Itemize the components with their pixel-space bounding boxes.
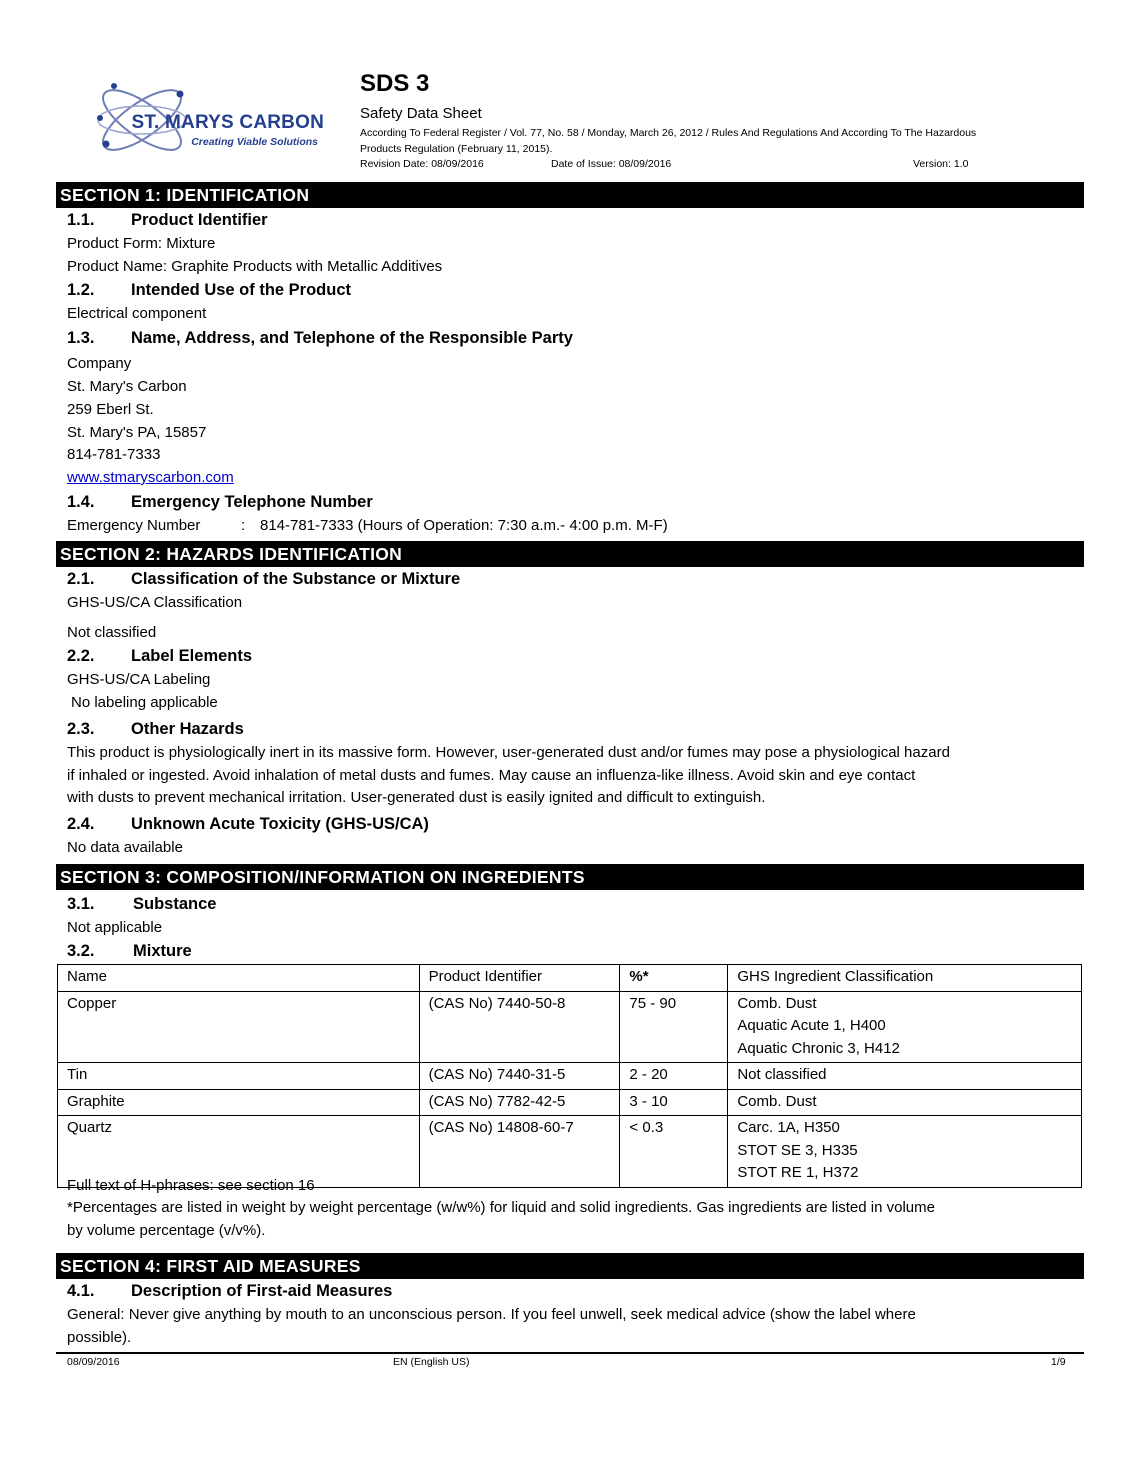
subsection-number: 2.3. bbox=[67, 720, 95, 738]
version: Version: 1.0 bbox=[913, 158, 969, 170]
subsection-number: 3.2. bbox=[67, 942, 95, 960]
company-label: Company bbox=[67, 355, 132, 372]
subsection-2-1 bbox=[67, 570, 460, 589]
subsection-title: Intended Use of the Product bbox=[131, 281, 352, 299]
subsection-number: 1.1. bbox=[67, 211, 95, 229]
subsection-3-2 bbox=[67, 942, 192, 961]
footer-date: 08/09/2016 bbox=[67, 1356, 120, 1368]
emergency-label: Emergency Number bbox=[67, 517, 201, 534]
percent-note-line-2: by volume percentage (v/v%). bbox=[67, 1221, 266, 1239]
table-row bbox=[58, 1089, 1082, 1116]
column-header-percent: %* bbox=[620, 965, 728, 992]
regulation-text bbox=[360, 126, 1070, 157]
subsection-title: Classification of the Substance or Mixture bbox=[131, 570, 461, 588]
product-name bbox=[67, 258, 442, 275]
ingredient-identifier: (CAS No) 7782-42-5 bbox=[419, 1089, 620, 1116]
ingredient-classification bbox=[728, 1116, 1082, 1188]
other-hazards-text bbox=[67, 742, 1082, 810]
table-header-row bbox=[58, 965, 1082, 992]
ingredient-percent: 2 - 20 bbox=[620, 1063, 728, 1090]
other-hazards-line-1: This product is physiologically inert in its massive form. However, user-generated dust and/or fumes may pose a physiological hazard bbox=[67, 744, 950, 761]
footer-language: EN (English US) bbox=[393, 1356, 470, 1368]
subsection-2-2 bbox=[67, 647, 252, 666]
table-row bbox=[58, 1063, 1082, 1090]
section-3-header: SECTION 3: COMPOSITION/INFORMATION ON INGREDIENTS bbox=[56, 864, 1084, 890]
subsection-number: 4.1. bbox=[67, 1282, 95, 1300]
subsection-title: Emergency Telephone Number bbox=[131, 493, 373, 511]
subsection-title: Name, Address, and Telephone of the Responsible Party bbox=[131, 329, 573, 347]
h-phrases-note: Full text of H-phrases: see section 16 bbox=[67, 1177, 315, 1194]
ingredient-percent: 75 - 90 bbox=[620, 991, 728, 1063]
ingredient-identifier: (CAS No) 14808-60-7 bbox=[419, 1116, 620, 1188]
document-subtitle: Safety Data Sheet bbox=[360, 105, 482, 122]
ingredient-percent: 3 - 10 bbox=[620, 1089, 728, 1116]
ghs-labeling-value: No labeling applicable bbox=[71, 694, 218, 711]
emergency-value: 814-781-7333 (Hours of Operation: 7:30 a.m.- 4:00 p.m. M-F) bbox=[260, 517, 668, 534]
emergency-separator: : bbox=[241, 517, 246, 534]
subsection-title: Product Identifier bbox=[131, 211, 268, 229]
classification-line: STOT RE 1, H372 bbox=[737, 1164, 859, 1181]
subsection-1-3 bbox=[67, 329, 573, 348]
general-text: : Never give anything by mouth to an unconscious person. If you feel unwell, seek medical advice (show the label where bbox=[120, 1306, 916, 1323]
product-form bbox=[67, 235, 215, 252]
classification-line: Not classified bbox=[737, 1066, 827, 1083]
mixture-table bbox=[57, 964, 1082, 1188]
percent-note-line-1: *Percentages are listed in weight by weight percentage (w/w%) for liquid and solid ingredients. Gas ingredients are listed in volume bbox=[67, 1199, 935, 1216]
ingredient-name: Copper bbox=[58, 991, 420, 1063]
ingredient-classification bbox=[728, 991, 1082, 1063]
subsection-number: 1.4. bbox=[67, 493, 95, 511]
subsection-title: Other Hazards bbox=[131, 720, 244, 738]
website-link[interactable]: www.stmaryscarbon.com bbox=[67, 469, 234, 486]
column-header-classification: GHS Ingredient Classification bbox=[728, 965, 1082, 992]
ingredient-name: Quartz bbox=[58, 1116, 420, 1188]
subsection-2-3 bbox=[67, 720, 244, 739]
website-link-wrap bbox=[67, 469, 234, 486]
first-aid-general-line-1 bbox=[67, 1304, 1082, 1327]
subsection-number: 2.1. bbox=[67, 570, 95, 588]
column-header-name: Name bbox=[58, 965, 420, 992]
classification-line: Comb. Dust bbox=[737, 1092, 817, 1110]
subsection-3-1 bbox=[67, 895, 216, 914]
address-line-2: St. Mary's PA, 15857 bbox=[67, 424, 207, 441]
issue-date: Date of Issue: 08/09/2016 bbox=[551, 158, 672, 170]
other-hazards-line-2: if inhaled or ingested. Avoid inhalation of metal dusts and fumes. May cause an influenza-like illness. Avoid skin and eye contact bbox=[67, 766, 916, 784]
ghs-labeling-label: GHS-US/CA Labeling bbox=[67, 671, 211, 688]
general-label: General bbox=[67, 1306, 121, 1323]
section-4-header: SECTION 4: FIRST AID MEASURES bbox=[56, 1253, 1084, 1279]
classification-line: Aquatic Acute 1, H400 bbox=[737, 1017, 886, 1034]
subsection-number: 1.3. bbox=[67, 329, 95, 347]
ingredient-identifier: (CAS No) 7440-31-5 bbox=[419, 1063, 620, 1090]
subsection-1-2 bbox=[67, 281, 351, 300]
classification-line: Aquatic Chronic 3, H412 bbox=[737, 1039, 900, 1057]
classification-line: Comb. Dust bbox=[737, 994, 817, 1012]
substance-value: Not applicable bbox=[67, 919, 163, 936]
section-2-header: SECTION 2: HAZARDS IDENTIFICATION bbox=[56, 541, 1084, 567]
subsection-2-4 bbox=[67, 815, 429, 834]
ingredient-name: Graphite bbox=[58, 1089, 420, 1116]
address-line-1: 259 Eberl St. bbox=[67, 401, 154, 418]
table-row bbox=[58, 991, 1082, 1063]
first-aid-general bbox=[67, 1304, 1082, 1349]
intended-use: Electrical component bbox=[67, 305, 207, 322]
footer-page-number: 1/9 bbox=[1051, 1356, 1066, 1368]
subsection-number: 1.2. bbox=[67, 281, 95, 299]
ingredient-identifier: (CAS No) 7440-50-8 bbox=[419, 991, 620, 1063]
classification-line: Carc. 1A, H350 bbox=[737, 1119, 840, 1136]
percent-note bbox=[67, 1197, 1082, 1242]
section-1-header: SECTION 1: IDENTIFICATION bbox=[56, 182, 1084, 208]
ghs-classification-label: GHS-US/CA Classification bbox=[67, 594, 243, 611]
classification-line: STOT SE 3, H335 bbox=[737, 1141, 858, 1159]
subsection-title: Unknown Acute Toxicity (GHS-US/CA) bbox=[131, 815, 429, 833]
regulation-line-1: According To Federal Register / Vol. 77, No. 58 / Monday, March 26, 2012 / Rules And Regulations And According To The Hazardous bbox=[360, 127, 977, 139]
other-hazards-line-3: with dusts to prevent mechanical irritation. User-generated dust is easily ignited and difficult to extinguish. bbox=[67, 789, 766, 806]
company-phone: 814-781-7333 bbox=[67, 446, 161, 463]
subsection-title: Substance bbox=[133, 895, 217, 913]
logo-tagline: Creating Viable Solutions bbox=[191, 136, 318, 148]
regulation-line-2: Products Regulation (February 11, 2015). bbox=[360, 142, 553, 155]
subsection-title: Description of First-aid Measures bbox=[131, 1282, 393, 1300]
acute-toxicity-value: No data available bbox=[67, 839, 183, 856]
product-name-value: : Graphite Products with Metallic Additives bbox=[162, 258, 443, 275]
ghs-classification-value: Not classified bbox=[67, 624, 157, 641]
subsection-number: 3.1. bbox=[67, 895, 95, 913]
emergency-number bbox=[67, 517, 668, 534]
logo-text: ST. MARYS CARBON bbox=[131, 112, 324, 133]
subsection-number: 2.4. bbox=[67, 815, 95, 833]
ingredient-name: Tin bbox=[58, 1063, 420, 1090]
ingredient-classification bbox=[728, 1063, 1082, 1090]
subsection-title: Mixture bbox=[133, 942, 192, 960]
product-form-value: : Mixture bbox=[157, 235, 216, 252]
subsection-1-1 bbox=[67, 211, 268, 230]
document-title: SDS 3 bbox=[360, 70, 430, 97]
subsection-4-1 bbox=[67, 1282, 392, 1301]
subsection-number: 2.2. bbox=[67, 647, 95, 665]
subsection-1-4 bbox=[67, 493, 373, 512]
footer-divider bbox=[56, 1352, 1084, 1354]
revision-date: Revision Date: 08/09/2016 bbox=[360, 158, 484, 170]
first-aid-general-line-2: possible). bbox=[67, 1328, 132, 1346]
ingredient-classification bbox=[728, 1089, 1082, 1116]
product-name-label: Product Name bbox=[67, 258, 163, 275]
company-name: St. Mary's Carbon bbox=[67, 378, 187, 395]
column-header-identifier: Product Identifier bbox=[419, 965, 620, 992]
subsection-title: Label Elements bbox=[131, 647, 253, 665]
product-form-label: Product Form bbox=[67, 235, 158, 252]
ingredient-percent: < 0.3 bbox=[620, 1116, 728, 1188]
